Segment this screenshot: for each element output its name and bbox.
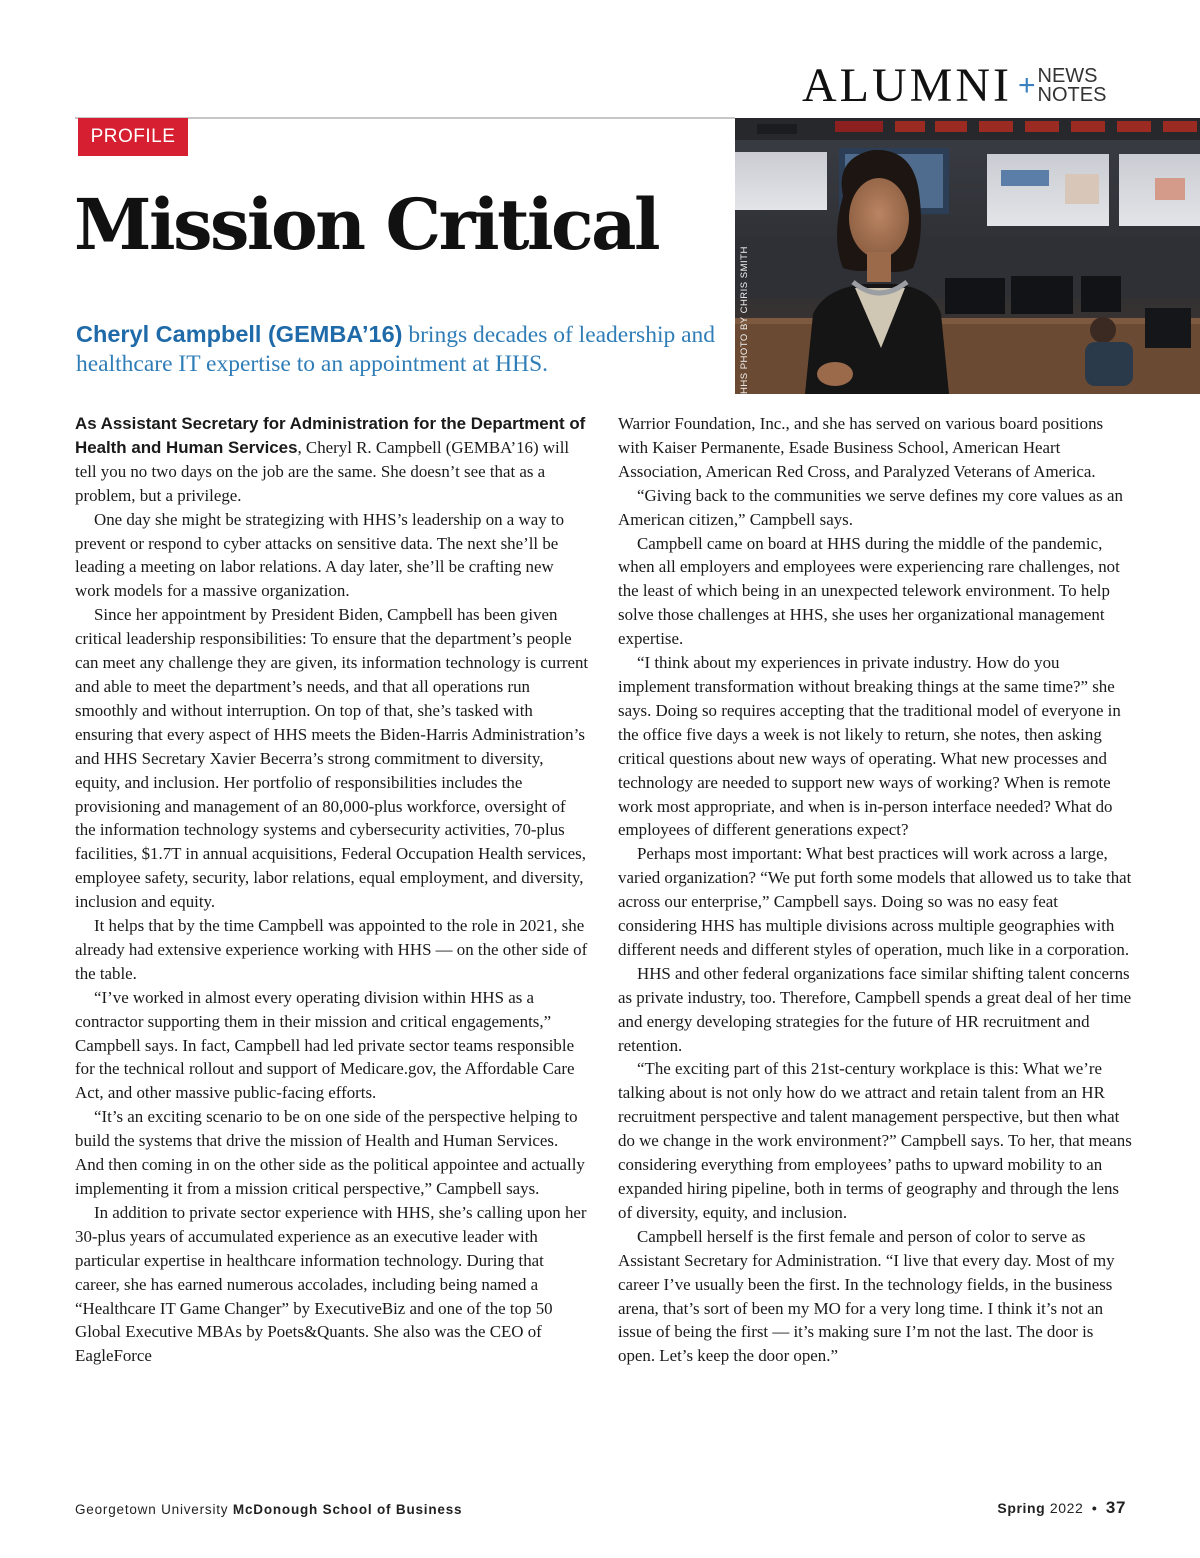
deck-text: brings decades of leadership and healthcare IT expertise to an appointment at HHS. (76, 322, 716, 377)
body-paragraph: It helps that by the time Campbell was appointed to the role in 2021, she already had extensive experience working with HHS — on the other side of the table. (75, 916, 588, 983)
article-deck (76, 320, 726, 379)
body-paragraph: Campbell came on board at HHS during the middle of the pandemic, when all employers and employees were experiencing rare challenges, not the least of which being in an unexpected telework environment. To help solve those challenges at HHS, she uses her organizational management expertise. (618, 533, 1120, 649)
profile-badge: PROFILE (78, 118, 188, 156)
body-paragraph: In addition to private sector experience with HHS, she’s calling upon her 30-plus years of accumulated experience as an executive leader with particular expertise in healthcare information technology. During that career, she has earned numerous accolades, including being named a “Healthcare IT Game Changer” by ExecutiveBiz and one of the top 50 Global Executive MBAs by Poets&Quants. She also was the CEO of EagleForce (75, 1202, 587, 1366)
masthead-title: ALUMNI (802, 59, 1012, 112)
article-column-left (75, 412, 590, 1368)
section-masthead (802, 59, 1107, 112)
deck-name: Cheryl Campbell (GEMBA’16) (76, 321, 403, 347)
lede-rest: , Cheryl R. Campbell (GEMBA’16) will tell you no two days on the job are the same. She doesn’t see that as a problem, but a privilege. (75, 437, 570, 505)
body-paragraph: Since her appointment by President Biden, Campbell has been given critical leadership responsibilities: To ensure that the department’s people can meet any challenge they are given, its information technology is current and able to meet the department’s needs, and that all operations run smoothly and without interruption. On top of that, she’s tasked with ensuring that every aspect of HHS meets the Biden-Harris Administration’s and HHS Secretary Xavier Becerra’s strong commitment to diversity, equity, and inclusion. Her portfolio of responsibilities includes the provisioning and management of an 80,000-plus workforce, oversight of the information technology systems and cybersecurity activities, 70-plus facilities, $1.7T in annual acquisitions, Federal Occupation Health services, employee safety, security, labor relations, equal employment, and diversity, inclusion and equity. (75, 605, 589, 912)
body-paragraph-continued: Warrior Foundation, Inc., and she has served on various board positions with Kaiser Permanente, Esade Business School, American Heart Association, American Red Cross, and Paralyzed Veterans of America. (618, 414, 1104, 481)
body-paragraph: “I think about my experiences in private industry. How do you implement transformation without breaking things at the same time?” she says. Doing so requires accepting that the traditional model of everyone in the office five days a week is not likely to return, she notes, then asking critical questions about new ways of operating. What new processes and technology are needed to support new ways of working? When is remote work most appropriate, and when is in-person interface needed? What do employees of different generations expect? (618, 653, 1121, 840)
body-paragraph: “Giving back to the communities we serve defines my core values as an American citizen,” Campbell says. (618, 485, 1123, 529)
footer-school: McDonough School of Business (232, 1502, 463, 1517)
footer-season: Spring (997, 1500, 1046, 1516)
body-paragraph: “It’s an exciting scenario to be on one side of the perspective helping to build the systems that drive the mission of Health and Human Services. And then coming in on the other side as the political appointee and actually implementing it from a mission critical perspective,” Campbell says. (75, 1107, 585, 1198)
footer-year: 2022 (1049, 1500, 1084, 1516)
body-paragraph: “I’ve worked in almost every operating division within HHS as a contractor supporting them in their mission and critical engagements,” Campbell says. In fact, Campbell had led private sector teams responsible for the technical rollout and support of Medicare.gov, the Affordable Care Act, and other massive public-facing efforts. (75, 987, 575, 1103)
footer-publication (75, 1502, 462, 1517)
article-column-right (618, 412, 1133, 1368)
lede-bold: As Assistant Secretary for Administration for the Department of Health and Human Services (75, 414, 586, 457)
body-paragraph: One day she might be strategizing with HHS’s leadership on a way to prevent or respond to cyber attacks on sensitive data. The next she’ll be leading a meeting on labor relations. A day later, she’ll be crafting new work models for a massive organization. (75, 509, 565, 601)
footer-university: Georgetown University (75, 1502, 229, 1517)
footer-issue (997, 1498, 1126, 1518)
article-title: Mission Critical (74, 183, 659, 266)
masthead-news: NEWS (1037, 65, 1098, 87)
footer-separator: • (1091, 1500, 1098, 1516)
body-paragraph: Campbell herself is the first female and person of color to serve as Assistant Secretary for Administration. “I live that every day. Most of my career I’ve usually been the first. In the technology fields, in the business arena, that’s sort of been my MO for a very long time. I think it’s not an issue of being the first — it’s making sure I’m not the last. The door is open. Let’s keep the door open.” (618, 1226, 1115, 1366)
lede-paragraph (75, 412, 590, 508)
page-number: 37 (1105, 1498, 1126, 1517)
photo-credit: HHS PHOTO BY CHRIS SMITH (739, 246, 750, 394)
masthead-notes: NOTES (1037, 84, 1107, 106)
operations-center-photo (735, 118, 1200, 394)
article-photo (735, 118, 1200, 394)
body-paragraph: HHS and other federal organizations face similar shifting talent concerns as private industry, too. Therefore, Campbell spends a great deal of her time and energy developing strategies for the future of HR recruitment and retention. (618, 963, 1132, 1055)
body-paragraph: Perhaps most important: What best practices will work across a large, varied organization? “We put forth some models that allowed us to take that across our enterprise,” Campbell says. Doing so was no easy feat considering HHS has multiple divisions across multiple geographies with different needs and different styles of operation, much like in a corporation. (618, 844, 1132, 959)
masthead-plus: + (1017, 69, 1036, 102)
body-paragraph: “The exciting part of this 21st-century workplace is this: What we’re talking about is not only how do we attract and retain talent from an HR recruitment perspective and talent management perspective, but then what do we change in the work environment?” Campbell says. To her, that means considering everything from employees’ paths to upward mobility to an expanded hiring pipeline, both in terms of geography and through the lens of diversity, equity, and inclusion. (618, 1059, 1132, 1222)
